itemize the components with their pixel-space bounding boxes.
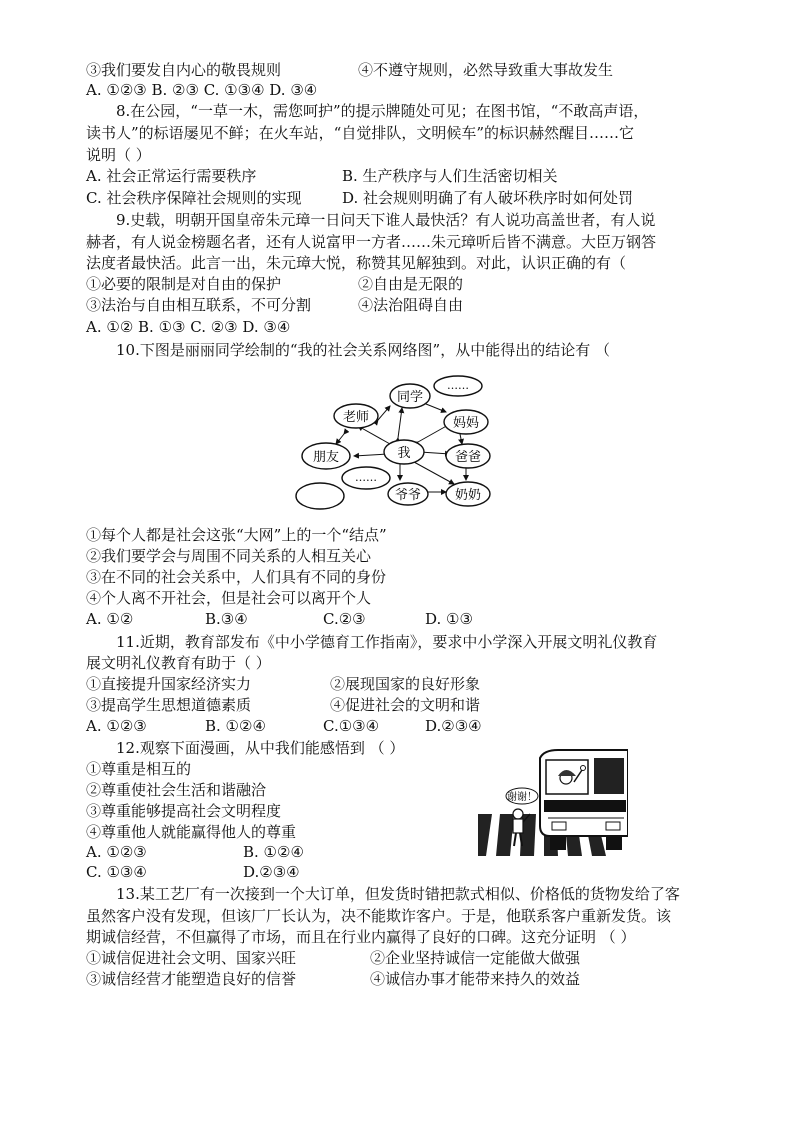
- q11-statement-1: ①直接提升国家经济实力: [86, 675, 252, 693]
- svg-text:爸爸: 爸爸: [454, 450, 482, 465]
- q10-statement-1: ①每个人都是社会这张“大网”上的一个“结点”: [86, 526, 387, 544]
- q11-option-b: B. ①②④: [205, 717, 266, 735]
- diagram-node-grandpa: [388, 483, 428, 505]
- q8-option-c: C. 社会秩序保障社会规则的实现: [86, 189, 302, 207]
- q8-option-a: A. 社会正常运行需要秩序: [86, 167, 257, 185]
- speech-bubble: [506, 788, 538, 804]
- diagram-node-classmate: [390, 384, 430, 408]
- q9-stem-line-1: 9.史载，明朝开国皇帝朱元璋一日问天下谁人最快活？有人说功高盖世者，有人说: [116, 211, 656, 229]
- svg-text:我: 我: [397, 446, 411, 461]
- q11-statement-3: ③提高学生思想道德素质: [86, 696, 252, 714]
- diagram-node-dad: [446, 444, 490, 468]
- svg-text:同学: 同学: [396, 390, 424, 405]
- q13-stem-line-1: 13.某工艺厂有一次接到一个大订单，但发货时错把款式相似、价格低的货物发给了客: [116, 885, 680, 903]
- q12-statement-2: ②尊重使社会生活和谐融洽: [86, 781, 267, 799]
- q13-statement-4: ④诚信办事才能带来持久的效益: [370, 970, 581, 988]
- q9-statement-4: ④法治阻碍自由: [358, 296, 464, 314]
- q11-stem-line-1: 11.近期，教育部发布《中小学德育工作指南》，要求中小学深入开展文明礼仪教育: [116, 633, 658, 651]
- q7-statement-4: ④不遵守规则，必然导致重大事故发生: [358, 61, 614, 79]
- diagram-node-empty: [296, 483, 344, 509]
- svg-text:……: ……: [355, 471, 377, 484]
- svg-text:奶奶: 奶奶: [454, 488, 482, 503]
- svg-text:老师: 老师: [342, 410, 370, 425]
- q10-option-a: A. ①②: [86, 610, 134, 628]
- svg-text:妈妈: 妈妈: [452, 416, 480, 431]
- diagram-node-friend: [302, 443, 350, 469]
- q8-stem-line-3: 说明（ ）: [86, 146, 151, 164]
- q8-option-b: B. 生产秩序与人们生活密切相关: [342, 167, 558, 185]
- q12-option-d: D.②③④: [243, 863, 300, 881]
- q10-option-d: D. ①③: [425, 610, 473, 628]
- social-network-diagram: [290, 368, 520, 516]
- q10-option-b: B.③④: [205, 610, 248, 628]
- diagram-node-grandma: [446, 482, 490, 506]
- q11-stem-line-2: 展文明礼仪教育有助于（ ）: [86, 654, 271, 672]
- q7-options: A. ①②③ B. ②③ C. ①③④ D. ③④: [86, 81, 318, 99]
- q13-statement-1: ①诚信促进社会文明、国家兴旺: [86, 949, 297, 967]
- q10-statement-4: ④个人离不开社会，但是社会可以离开个人: [86, 589, 372, 607]
- q13-statement-2: ②企业坚持诚信一定能做大做强: [370, 949, 581, 967]
- q12-statement-3: ③尊重能够提高社会文明程度: [86, 802, 282, 820]
- diagram-node-more-mid: [342, 467, 390, 489]
- q13-stem-line-2: 虽然客户没有发现，但该厂厂长认为，决不能欺诈客户。于是，他联系客户重新发货。该: [86, 907, 672, 925]
- diagram-node-more-top: [434, 376, 482, 396]
- q10-statement-2: ②我们要学会与周围不同关系的人相互关心: [86, 547, 372, 565]
- q8-stem-line-2: 读书人”的标语屡见不鲜；在火车站，“自觉排队，文明候车”的标识赫然醒目……它: [86, 124, 635, 142]
- q12-stem: 12.观察下面漫画，从中我们能感悟到 （ ）: [116, 739, 405, 757]
- svg-text:爷爷: 爷爷: [394, 488, 422, 503]
- q8-stem-line-1: 8.在公园，“一草一木，需您呵护”的提示牌随处可见；在图书馆，“不敢高声语，: [116, 102, 649, 120]
- q8-option-d: D. 社会规则明确了有人破坏秩序时如何处罚: [342, 189, 634, 207]
- q10-statement-3: ③在不同的社会关系中，人们具有不同的身份: [86, 568, 387, 586]
- diagram-node-teacher: [334, 404, 378, 428]
- q11-option-d: D.②③④: [425, 717, 482, 735]
- q9-statement-2: ②自由是无限的: [358, 275, 464, 293]
- q9-statement-1: ①必要的限制是对自由的保护: [86, 275, 282, 293]
- diagram-node-me: [384, 440, 424, 464]
- q12-statement-1: ①尊重是相互的: [86, 760, 192, 778]
- bus-drawing: [540, 750, 628, 850]
- diagram-node-mom: [444, 410, 488, 434]
- q12-option-c: C. ①③④: [86, 863, 147, 881]
- q12-option-a: A. ①②③: [86, 843, 147, 861]
- q11-option-a: A. ①②③: [86, 717, 147, 735]
- q10-option-c: C.②③: [323, 610, 366, 628]
- respect-cartoon: [478, 748, 628, 858]
- svg-text:……: ……: [447, 379, 469, 392]
- q9-options: A. ①② B. ①③ C. ②③ D. ③④: [86, 318, 291, 336]
- q9-stem-line-3: 法度者最快活。此言一出，朱元璋大悦，称赞其见解独到。对此，认识正确的有（: [86, 254, 627, 272]
- svg-text:谢谢！: 谢谢！: [507, 792, 537, 803]
- svg-text:朋友: 朋友: [312, 450, 340, 465]
- q9-statement-3: ③法治与自由相互联系，不可分割: [86, 296, 312, 314]
- q13-stem-line-3: 期诚信经营，不但赢得了市场，而且在行业内赢得了良好的口碑。这充分证明 （ ）: [86, 928, 636, 946]
- q11-statement-2: ②展现国家的良好形象: [330, 675, 481, 693]
- q12-statement-4: ④尊重他人就能赢得他人的尊重: [86, 823, 297, 841]
- q13-statement-3: ③诚信经营才能塑造良好的信誉: [86, 970, 297, 988]
- q9-stem-line-2: 赫者，有人说金榜题名者，还有人说富甲一方者……朱元璋听后皆不满意。大臣万钢答: [86, 233, 657, 251]
- q12-option-b: B. ①②④: [243, 843, 304, 861]
- q11-option-c: C.①③④: [323, 717, 380, 735]
- q10-stem: 10.下图是丽丽同学绘制的“我的社会关系网络图”，从中能得出的结论有 （: [116, 341, 610, 359]
- q7-statement-3: ③我们要发自内心的敬畏规则: [86, 61, 282, 79]
- q11-statement-4: ④促进社会的文明和谐: [330, 696, 481, 714]
